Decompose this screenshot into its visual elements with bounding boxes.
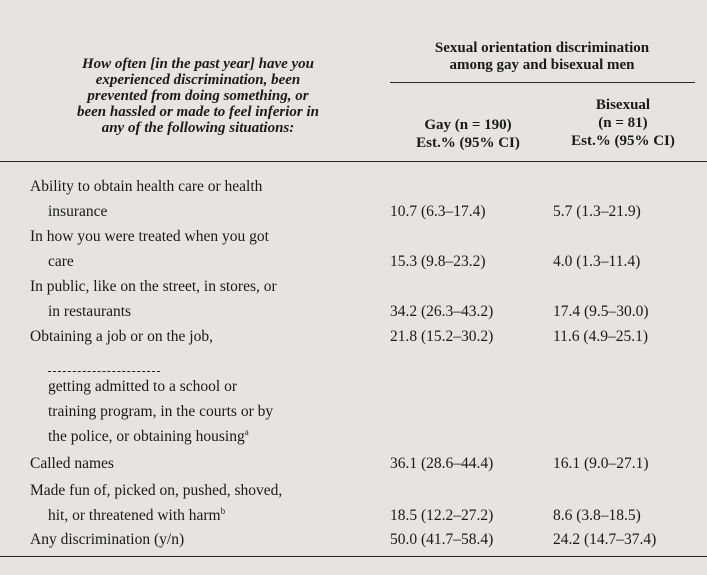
row-label-line: insurance [48,203,108,220]
question-line: How often [in the past year] have you [81,56,315,72]
gay-estimate: 34.2 (26.3–43.2) [390,303,494,320]
row-label [30,324,375,349]
spanning-header-line: Sexual orientation discrimination [434,40,650,56]
row-label-text: the police, or obtaining housing [48,428,245,445]
column-header-bisexual-line: (n = 81) [598,115,648,131]
row-label-line: Made fun of, picked on, pushed, shoved, [30,482,283,499]
row-label-line: In public, like on the street, in stores, or [30,278,277,295]
row-label-line [30,503,375,528]
question-line: been hassled or made to feel inferior in [76,104,320,120]
row-label [30,478,375,528]
row-label-line: Any discrimination (y/n) [30,531,185,548]
row-label [30,451,375,476]
header-rule [0,161,707,162]
footnote-marker: b [220,505,226,516]
row-label [30,374,375,449]
row-label [30,174,375,224]
bottom-rule [0,556,707,557]
gay-estimate: 21.8 (15.2–30.2) [390,328,494,345]
bisexual-estimate: 5.7 (1.3–21.9) [553,203,641,220]
row-label-text: hit, or threatened with harm [48,507,221,524]
footnote-marker: a [244,426,249,437]
row-label-line: training program, in the courts or by [48,403,274,420]
column-header-gay-line: Est.% (95% CI) [416,135,520,151]
bisexual-estimate: 11.6 (4.9–25.1) [553,328,648,345]
column-header-gay-line: Gay (n = 190) [424,117,512,133]
gay-estimate: 18.5 (12.2–27.2) [390,507,494,524]
row-label [30,224,375,274]
row-label-line: Ability to obtain health care or health [30,178,263,195]
column-header-gay [388,116,548,152]
spanning-header-rule [390,82,695,83]
bisexual-estimate: 24.2 (14.7–37.4) [553,531,657,548]
spanning-header [392,40,692,74]
question-header [28,56,368,136]
row-label-line: Called names [30,455,114,472]
gay-estimate: 15.3 (9.8–23.2) [390,253,486,270]
question-line: prevented from doing something, or [87,88,309,104]
bisexual-estimate: 16.1 (9.0–27.1) [553,455,649,472]
row-label-line: Obtaining a job or on the job, [30,328,213,345]
row-label [30,527,375,552]
gay-estimate: 50.0 (41.7–58.4) [390,531,494,548]
gay-estimate: 10.7 (6.3–17.4) [390,203,486,220]
column-header-bisexual-line: Est.% (95% CI) [571,133,675,149]
row-label-line [30,424,375,449]
column-header-bisexual-line: Bisexual [595,97,651,113]
bisexual-estimate: 8.6 (3.8–18.5) [553,507,641,524]
question-line: any of the following situations: [101,120,295,136]
row-label-line: in restaurants [48,303,132,320]
question-line: experienced discrimination, been [95,72,301,88]
bisexual-estimate: 4.0 (1.3–11.4) [553,253,641,270]
row-label-line: care [48,253,74,270]
spanning-header-line: among gay and bisexual men [449,57,635,73]
column-header-bisexual [548,96,698,150]
row-label-line: getting admitted to a school or [48,378,237,395]
dashed-separator [48,371,160,372]
row-label-line: In how you were treated when you got [30,228,269,245]
row-label [30,274,375,324]
bisexual-estimate: 17.4 (9.5–30.0) [553,303,649,320]
gay-estimate: 36.1 (28.6–44.4) [390,455,494,472]
